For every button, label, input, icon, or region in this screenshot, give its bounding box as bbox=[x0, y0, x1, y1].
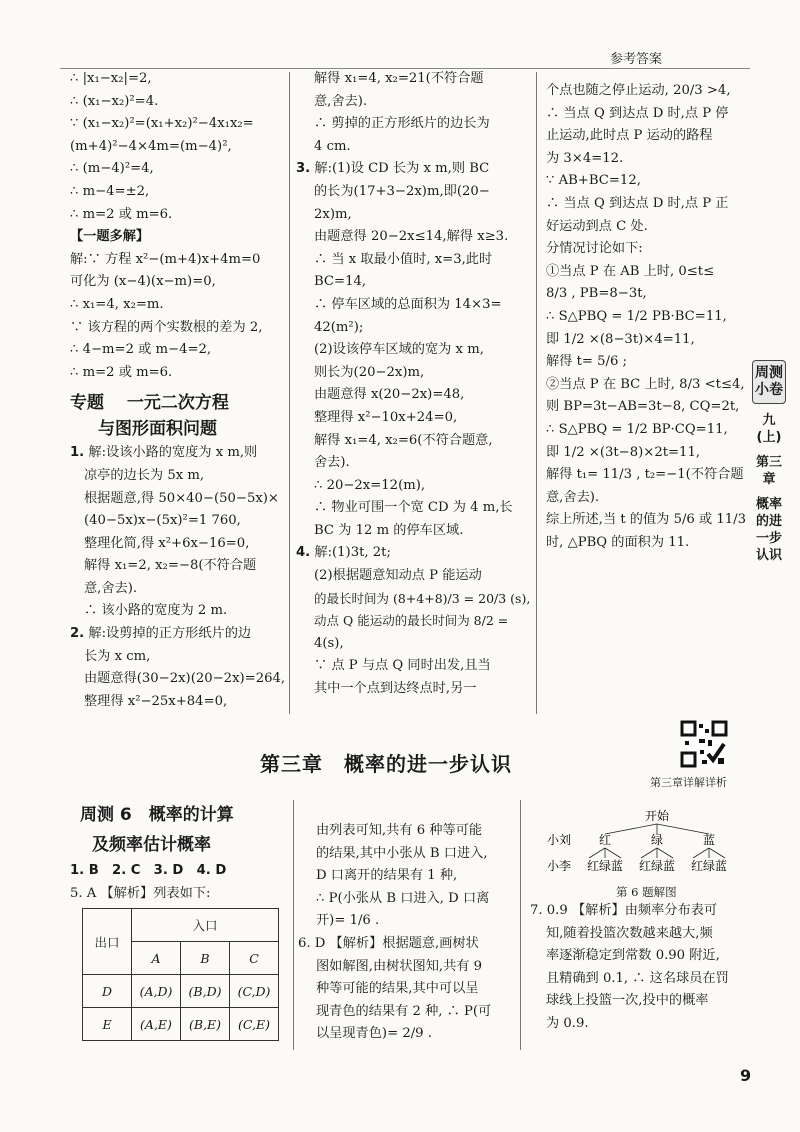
text-line: BC=14, bbox=[314, 274, 367, 290]
question-number: 3. bbox=[296, 161, 311, 177]
text-line: 意,舍去). bbox=[84, 580, 138, 596]
text-line: 解得 t= 5/6 ; bbox=[546, 354, 627, 370]
topic-heading-1: 专题 一元二次方程 bbox=[70, 393, 229, 414]
section-title-2: 及频率估计概率 bbox=[92, 835, 211, 855]
table-header: B bbox=[181, 942, 230, 975]
text-line: ∵ 点 P 与点 Q 同时出发,且当 bbox=[314, 658, 491, 674]
text-line: 则 BP=3t−AB=3t−8, CQ=2t, bbox=[546, 399, 740, 415]
text-line: 整理化简,得 x²+6x−16=0, bbox=[84, 535, 250, 551]
text-line: 解得 t₁= 11/3 , t₂=−1(不符合题 bbox=[546, 467, 744, 483]
text-line: 5. A 【解析】列表如下: bbox=[70, 885, 211, 901]
multi-solution-title: 【一题多解】 bbox=[70, 229, 150, 245]
column-3 bbox=[546, 80, 751, 554]
table-cell: (A,D) bbox=[132, 975, 181, 1008]
text-line: 解:设剪掉的正方形纸片的边 bbox=[88, 626, 252, 642]
text-line: 解:∵ 方程 x²−(m+4)x+4m=0 bbox=[70, 251, 261, 267]
tree-level1-node: 蓝 bbox=[702, 833, 716, 847]
text-line: ∴ 当点 Q 到达点 D 时,点 P 正 bbox=[546, 195, 729, 211]
side-tab-text: 周测小卷 bbox=[755, 365, 783, 398]
text-line: 且精确到 0.1, ∴ 这名球员在罚 bbox=[546, 970, 729, 986]
text-line: ∴ 停车区域的总面积为 14×3= bbox=[314, 296, 502, 312]
text-line: ∴ x₁=4, x₂=m. bbox=[70, 296, 164, 312]
text-line: 4(s), bbox=[314, 635, 344, 651]
text-line: 止运动,此时点 P 运动的路程 bbox=[546, 128, 713, 144]
chapter-heading: 第三章 概率的进一步认识 bbox=[260, 752, 512, 776]
text-line: 由列表可知,共有 6 种等可能 bbox=[316, 823, 483, 838]
column-divider bbox=[293, 800, 294, 1050]
column-divider bbox=[536, 72, 537, 714]
column-divider bbox=[520, 800, 521, 1050]
text-line: 率逐渐稳定到常数 0.90 附近, bbox=[546, 948, 720, 964]
text-line: 4 cm. bbox=[314, 138, 351, 154]
text-line: 舍去). bbox=[314, 455, 350, 471]
question-number: 4. bbox=[296, 545, 311, 561]
qr-caption: 第三章详解详析 bbox=[650, 776, 727, 789]
side-tab-label bbox=[752, 360, 786, 404]
table-cell: (B,E) bbox=[181, 1008, 230, 1041]
text-line: 即 1/2 ×(8−3t)×4=11, bbox=[546, 331, 695, 347]
bottom-column-3 bbox=[530, 900, 755, 1036]
table-row bbox=[83, 1008, 279, 1041]
text-line: ①当点 P 在 AB 上时, 0≤t≤ bbox=[546, 263, 715, 279]
tree-root: 开始 bbox=[644, 809, 670, 823]
text-line: ∴ 20−2x=12(m), bbox=[314, 477, 426, 493]
text-line: 时, △PBQ 的面积为 11. bbox=[546, 534, 690, 550]
text-line: 由题意得 x(20−2x)=48, bbox=[314, 387, 465, 403]
text-line: 解得 x₁=4, x₂=6(不符合题意, bbox=[314, 432, 493, 448]
text-line: ∴ 物业可围一个宽 CD 为 4 m,长 bbox=[314, 500, 513, 516]
text-line: 6. D 【解析】根据题意,画树状 bbox=[298, 935, 479, 951]
text-line: ∴ 4−m=2 或 m−4=2, bbox=[70, 342, 212, 358]
text-line: (40−5x)x−(5x)²=1 760, bbox=[84, 513, 241, 529]
text-line: 开)= 1/6 . bbox=[316, 913, 380, 929]
text-line: 42(m²); bbox=[314, 319, 364, 335]
tree-level2-group: 红绿蓝 bbox=[690, 859, 728, 873]
text-line: 种等可能的结果,其中可以呈 bbox=[316, 981, 479, 997]
text-line: 的长为(17+3−2x)m,即(20− bbox=[314, 183, 490, 199]
table-cell: (C,D) bbox=[230, 975, 279, 1008]
row-header: D bbox=[83, 975, 132, 1008]
choice-answers: 1. B 2. C 3. D 4. D bbox=[70, 863, 227, 878]
text-line: 解得 x₁=2, x₂=−8(不符合题 bbox=[84, 558, 257, 574]
section-title-1: 周测 6 概率的计算 bbox=[80, 805, 234, 825]
tree-diagram bbox=[545, 808, 755, 878]
text-line: 解得 x₁=4, x₂=21(不符合题 bbox=[314, 71, 484, 86]
text-line: 长为 x cm, bbox=[84, 648, 151, 664]
text-line: 现青色的结果有 2 种, ∴ P(可 bbox=[316, 1003, 492, 1019]
text-line: 解:设该小路的宽度为 x m,则 bbox=[88, 445, 258, 461]
side-grade: 九(上) bbox=[756, 413, 782, 445]
text-line: 凉亭的边长为 5x m, bbox=[84, 467, 205, 483]
text-line: 动点 Q 能运动的最长时间为 8/2 = bbox=[314, 613, 509, 629]
tree-label-player2: 小李 bbox=[547, 859, 572, 873]
topic-heading-2: 与图形面积问题 bbox=[98, 419, 217, 440]
qr-code-icon[interactable] bbox=[680, 720, 728, 768]
text-line: 根据题意,得 50×40−(50−5x)× bbox=[84, 490, 279, 506]
table-row bbox=[83, 975, 279, 1008]
text-line: 2x)m, bbox=[314, 206, 352, 222]
table-corner-top: 入口 bbox=[132, 909, 279, 942]
text-line: ∴ (m−4)²=4, bbox=[70, 161, 154, 177]
side-tab bbox=[752, 360, 786, 564]
text-line: ∴ 当 x 取最小值时, x=3,此时 bbox=[314, 251, 493, 267]
text-line: 以呈现青色)= 2/9 . bbox=[316, 1026, 432, 1042]
text-line: 球线上投篮一次,投中的概率 bbox=[546, 993, 709, 1009]
text-line: (m+4)²−4×4m=(m−4)², bbox=[70, 138, 232, 154]
table-header: A bbox=[132, 942, 181, 975]
table-header: C bbox=[230, 942, 279, 975]
text-line: ∵ (x₁−x₂)²=(x₁+x₂)²−4x₁x₂= bbox=[70, 116, 254, 132]
tree-level1-node: 红 bbox=[598, 833, 612, 847]
column-1 bbox=[70, 68, 285, 713]
column-divider bbox=[289, 72, 290, 714]
text-line: ②当点 P 在 BC 上时, 8/3 <t≤4, bbox=[546, 376, 745, 392]
text-line: 个点也随之停止运动, 20/3 >4, bbox=[546, 83, 731, 98]
text-line: ∴ 剪掉的正方形纸片的边长为 bbox=[314, 116, 490, 132]
bottom-column-2 bbox=[298, 820, 516, 1046]
text-line: 知,随着投篮次数越来越大,频 bbox=[546, 925, 713, 941]
text-line: ∴ m=2 或 m=6. bbox=[70, 364, 173, 380]
text-line: ∴ S△PBQ = 1/2 BP·CQ=11, bbox=[546, 421, 728, 437]
tree-level2-group: 红绿蓝 bbox=[586, 859, 624, 873]
text-line: ∵ AB+BC=12, bbox=[546, 173, 641, 189]
text-line: 好运动到点 C 处. bbox=[546, 218, 648, 234]
text-line: 整理得 x²−10x+24=0, bbox=[314, 409, 458, 425]
text-line: 即 1/2 ×(3t−8)×2t=11, bbox=[546, 444, 701, 460]
text-line: 7. 0.9 【解析】由频率分布表可 bbox=[530, 903, 718, 918]
text-line: 意,舍去). bbox=[314, 93, 368, 109]
outcome-table bbox=[82, 908, 279, 1041]
side-chapter: 第三章 bbox=[755, 455, 782, 487]
text-line: ∴ 该小路的宽度为 2 m. bbox=[84, 603, 228, 619]
tree-level1-node: 绿 bbox=[650, 833, 664, 847]
text-line: ∴ 当点 Q 到达点 D 时,点 P 停 bbox=[546, 105, 729, 121]
tree-edge bbox=[605, 824, 657, 834]
text-line: 意,舍去). bbox=[546, 489, 600, 505]
tree-label-player1: 小刘 bbox=[547, 833, 572, 847]
bottom-column-1 bbox=[70, 802, 288, 905]
text-line: ∵ 该方程的两个实数根的差为 2, bbox=[70, 319, 263, 335]
text-line: 解:(1)设 CD 长为 x m,则 BC bbox=[314, 161, 490, 177]
text-line: 分情况讨论如下: bbox=[546, 241, 643, 257]
header-title: 参考答案 bbox=[610, 52, 663, 67]
text-line: 为 3×4=12. bbox=[546, 150, 624, 166]
column-2 bbox=[296, 68, 531, 701]
text-line: 则长为(20−2x)m, bbox=[314, 364, 425, 380]
tree-edge bbox=[657, 824, 709, 834]
text-line: (2)根据题意知动点 P 能运动 bbox=[314, 568, 482, 584]
text-line: ∴ P(小张从 B 口进入, D 口离 bbox=[316, 890, 490, 906]
text-line: 由题意得 20−2x≤14,解得 x≥3. bbox=[314, 229, 509, 245]
text-line: 的结果,其中小张从 B 口进入, bbox=[316, 845, 488, 861]
question-number: 1. bbox=[70, 445, 85, 461]
text-line: 综上所述,当 t 的值为 5/6 或 11/3 bbox=[546, 512, 746, 528]
table-cell: (C,E) bbox=[230, 1008, 279, 1041]
text-line: 其中一个点到达终点时,另一 bbox=[314, 681, 477, 697]
question-number: 2. bbox=[70, 626, 85, 642]
text-line: 可化为 (x−4)(x−m)=0, bbox=[70, 274, 216, 290]
text-line: 由题意得(30−2x)(20−2x)=264, bbox=[84, 671, 286, 687]
text-line: 8/3 , PB=8−3t, bbox=[546, 286, 647, 302]
tree-caption: 第 6 题解图 bbox=[616, 885, 677, 899]
page-number: 9 bbox=[740, 1066, 752, 1085]
text-line: 图如解图,由树状图知,共有 9 bbox=[316, 958, 483, 974]
text-line: ∴ m−4=±2, bbox=[70, 183, 150, 199]
row-header: E bbox=[83, 1008, 132, 1041]
tree-level2-group: 红绿蓝 bbox=[638, 859, 676, 873]
table-corner-left: 出口 bbox=[83, 909, 132, 975]
text-line: ∴ S△PBQ = 1/2 PB·BC=11, bbox=[546, 308, 727, 324]
text-line: ∴ m=2 或 m=6. bbox=[70, 206, 173, 222]
text-line: ∴ |x₁−x₂|=2, bbox=[70, 71, 152, 86]
table-cell: (A,E) bbox=[132, 1008, 181, 1041]
text-line: 整理得 x²−25x+84=0, bbox=[84, 693, 228, 709]
text-line: D 口离开的结果有 1 种, bbox=[316, 868, 458, 884]
text-line: 解:(1)3t, 2t; bbox=[314, 545, 391, 561]
text-line: BC 为 12 m 的停车区域. bbox=[314, 522, 464, 538]
text-line: (2)设该停车区域的宽为 x m, bbox=[314, 342, 484, 358]
table-cell: (B,D) bbox=[181, 975, 230, 1008]
text-line: 的最长时间为 (8+4+8)/3 = 20/3 (s), bbox=[314, 590, 531, 606]
text-line: ∴ (x₁−x₂)²=4. bbox=[70, 93, 159, 109]
side-chapter-title: 概率的进一步认识 bbox=[755, 497, 782, 563]
text-line: 为 0.9. bbox=[546, 1015, 589, 1031]
